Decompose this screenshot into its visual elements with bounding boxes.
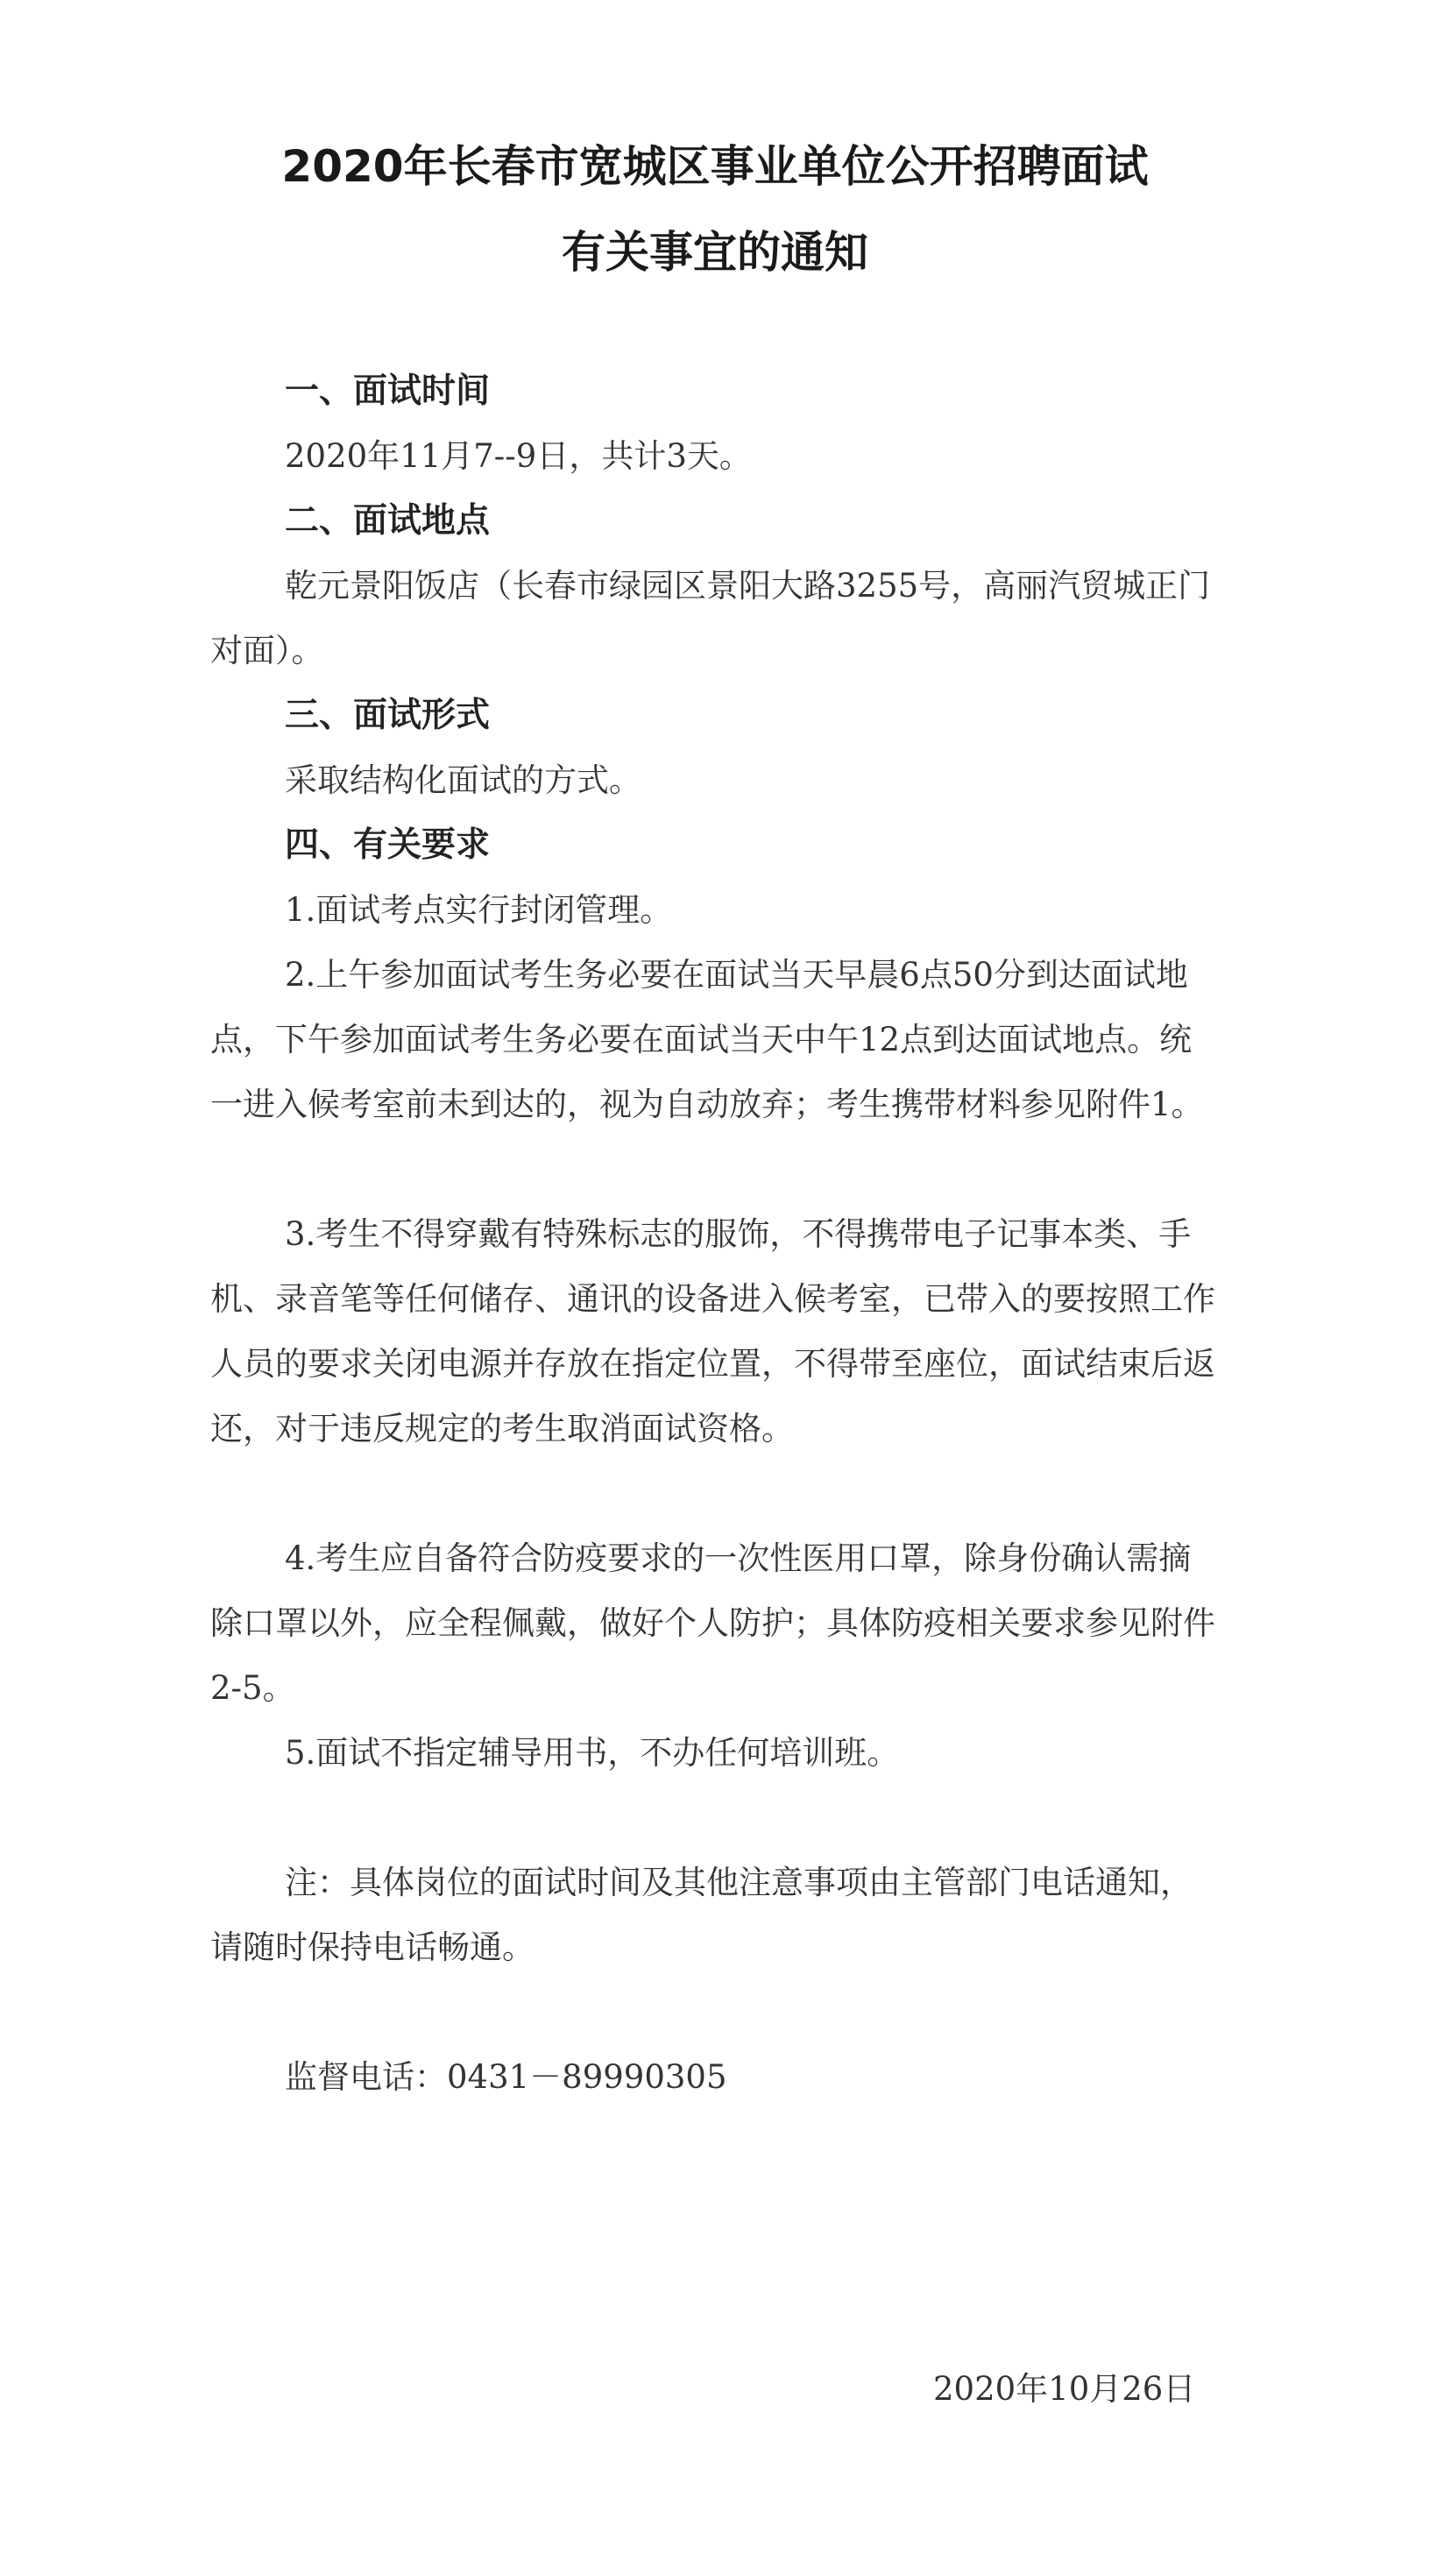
section-heading-requirements: 四、有关要求 <box>285 825 491 865</box>
section-text-time: 2020年11月7--9日，共计3天。 <box>285 437 752 475</box>
section-heading-location: 二、面试地点 <box>285 501 491 541</box>
requirement-item-3: 3.考生不得穿戴有特殊标志的服饰，不得携带电子记事本类、手机、录音笔等任何储存、通讯的设备进入候考室，已带入的要按照工作人员的要求关闭电源并存放在指定位置，不得带至座位，面试结束后返还，对于违反规定的考生取消面试资格。 <box>210 1215 1215 1447</box>
note-paragraph: 注：具体岗位的面试时间及其他注意事项由主管部门电话通知，请随时保持电话畅通。 <box>210 1864 1193 1966</box>
section-text-format: 采取结构化面试的方式。 <box>285 761 641 799</box>
requirement-item-2: 2.上午参加面试考生务必要在面试当天早晨6点50分到达面试地点，下午参加面试考生务必要在面试当天中午12点到达面试地点。统一进入候考室前未到达的，视为自动放弃；考生携带材料参见附件1。 <box>210 956 1204 1123</box>
supervision-phone: 监督电话：0431－89990305 <box>285 2058 727 2096</box>
section-text-location: 乾元景阳饭店（长春市绿园区景阳大路3255号，高丽汽贸城正门对面）。 <box>210 567 1211 669</box>
requirement-item-5: 5.面试不指定辅导用书，不办任何培训班。 <box>285 1734 900 1772</box>
document-title-line-2: 有关事宜的通知 <box>562 227 868 278</box>
document-date: 2020年10月26日 <box>933 2370 1196 2408</box>
requirement-item-4: 4.考生应自备符合防疫要求的一次性医用口罩，除身份确认需摘除口罩以外，应全程佩戴，做好个人防护；具体防疫相关要求参见附件2-5。 <box>210 1539 1215 1707</box>
section-heading-time: 一、面试时间 <box>285 372 491 411</box>
section-heading-format: 三、面试形式 <box>285 696 491 735</box>
document-title-line-1: 2020年长春市宽城区事业单位公开招聘面试 <box>281 141 1149 192</box>
requirement-item-1: 1.面试考点实行封闭管理。 <box>285 891 673 929</box>
